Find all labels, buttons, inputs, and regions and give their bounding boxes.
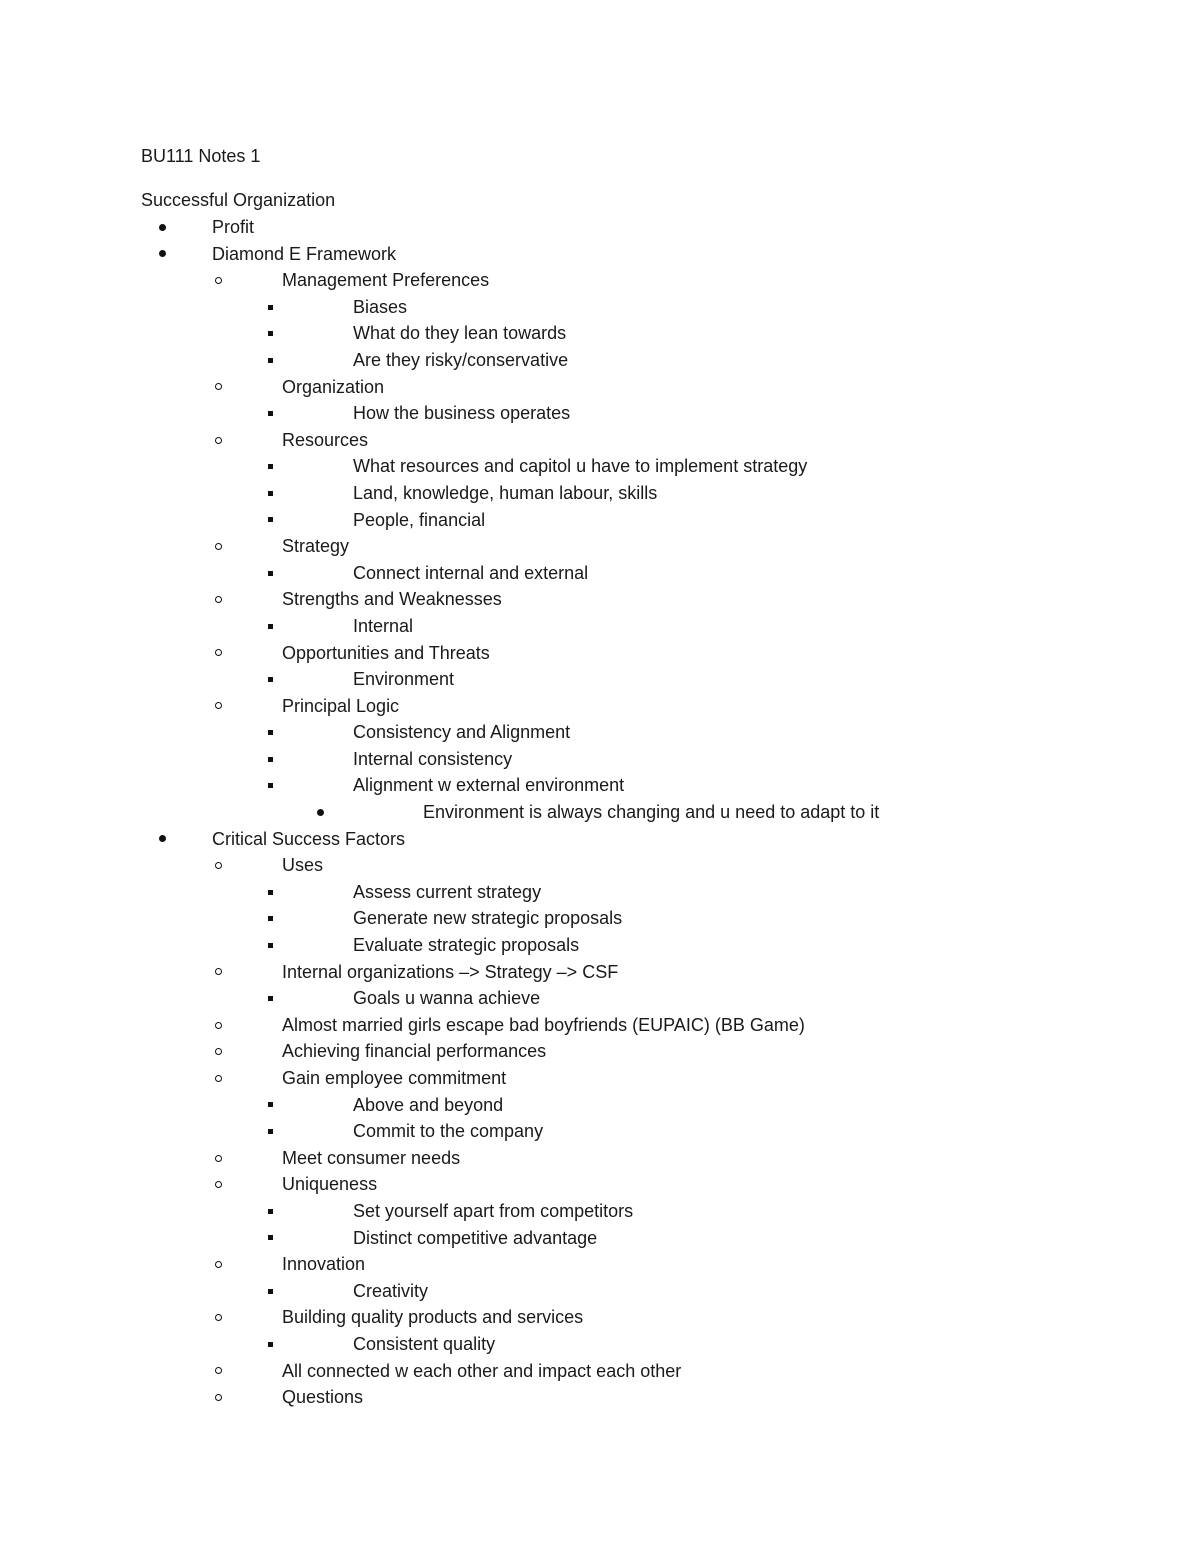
list-item (0, 1012, 1200, 1039)
list-item-text: People, financial (353, 509, 486, 530)
list-item (0, 719, 1200, 746)
list-item (0, 693, 1200, 720)
list-item-text: Management Preferences (282, 270, 490, 291)
bullet-square-icon (260, 719, 280, 746)
list-item-text: Organization (282, 376, 385, 397)
list-item (0, 985, 1200, 1012)
list-item-text: Internal organizations –> Strategy –> CSF (282, 961, 619, 982)
bullet-circle-icon (208, 1145, 228, 1172)
bullet-square-icon (260, 347, 280, 374)
bullet-circle-icon (208, 1358, 228, 1385)
bullet-square-icon (260, 1198, 280, 1225)
bullet-circle-icon (208, 640, 228, 667)
bullet-square-icon (260, 985, 280, 1012)
bullet-circle-icon (208, 374, 228, 401)
list-item-text: Strategy (282, 536, 350, 557)
list-item (0, 560, 1200, 587)
list-item-text: Almost married girls escape bad boyfriends (EUPAIC) (BB Game) (282, 1014, 805, 1035)
list-item-text: Diamond E Framework (212, 243, 397, 264)
list-item (0, 1278, 1200, 1305)
bullet-circle-icon (208, 693, 228, 720)
bullet-circle-icon (208, 1384, 228, 1411)
list-item-text: What do they lean towards (353, 323, 567, 344)
list-item (0, 453, 1200, 480)
list-item-text: Internal consistency (353, 748, 513, 769)
list-item-text: How the business operates (353, 403, 571, 424)
list-item (0, 214, 1200, 241)
list-item (0, 427, 1200, 454)
list-item-text: Innovation (282, 1254, 366, 1275)
list-item (0, 400, 1200, 427)
list-item-text: Consistency and Alignment (353, 722, 571, 743)
bullet-circle-icon (208, 852, 228, 879)
bullet-square-icon (260, 613, 280, 640)
bullet-circle-icon (208, 1038, 228, 1065)
bullet-square-icon (260, 453, 280, 480)
bullet-circle-icon (208, 1065, 228, 1092)
bullet-square-icon (260, 1331, 280, 1358)
list-item (0, 959, 1200, 986)
bullet-circle-icon (208, 1012, 228, 1039)
list-item (0, 320, 1200, 347)
list-item (0, 640, 1200, 667)
bullet-square-icon (260, 666, 280, 693)
list-item (0, 507, 1200, 534)
list-item (0, 586, 1200, 613)
list-item-text: Building quality products and services (282, 1307, 584, 1328)
bullet-square-icon (260, 294, 280, 321)
list-item (0, 1358, 1200, 1385)
list-item (0, 374, 1200, 401)
list-item-text: Generate new strategic proposals (353, 908, 623, 929)
list-item (0, 1118, 1200, 1145)
list-item (0, 1038, 1200, 1065)
list-item (0, 613, 1200, 640)
list-item-text: Commit to the company (353, 1121, 544, 1142)
bullet-square-icon (260, 879, 280, 906)
list-item (0, 1065, 1200, 1092)
list-item (0, 826, 1200, 853)
list-item (0, 879, 1200, 906)
bullet-square-icon (260, 400, 280, 427)
list-item (0, 1384, 1200, 1411)
bullet-circle-icon (208, 1251, 228, 1278)
list-item-text: Principal Logic (282, 695, 400, 716)
bullet-disc-icon (152, 826, 172, 853)
bullet-disc-icon (310, 799, 330, 826)
list-item (0, 1198, 1200, 1225)
bullet-square-icon (260, 1118, 280, 1145)
section-heading: Successful Organization (141, 190, 336, 210)
list-item-text: Environment is always changing and u need to adapt to it (423, 802, 880, 823)
list-item (0, 666, 1200, 693)
list-item (0, 533, 1200, 560)
list-item-text: Biases (353, 296, 408, 317)
list-item-text: Connect internal and external (353, 562, 589, 583)
list-item-text: Are they risky/conservative (353, 349, 569, 370)
list-item-text: All connected w each other and impact each other (282, 1360, 682, 1381)
bullet-square-icon (260, 560, 280, 587)
bullet-outline (0, 214, 1200, 1411)
list-item-text: Opportunities and Threats (282, 642, 490, 663)
list-item (0, 1251, 1200, 1278)
list-item (0, 932, 1200, 959)
list-item-text: Questions (282, 1387, 364, 1408)
list-item-text: Critical Success Factors (212, 828, 406, 849)
list-item-text: Internal (353, 615, 414, 636)
list-item (0, 1145, 1200, 1172)
list-item-text: Achieving financial performances (282, 1041, 547, 1062)
list-item (0, 746, 1200, 773)
document-title: BU111 Notes 1 (141, 146, 261, 166)
bullet-square-icon (260, 480, 280, 507)
bullet-circle-icon (208, 1171, 228, 1198)
list-item (0, 772, 1200, 799)
bullet-square-icon (260, 746, 280, 773)
list-item-text: Set yourself apart from competitors (353, 1200, 634, 1221)
list-item-text: Environment (353, 669, 455, 690)
bullet-circle-icon (208, 533, 228, 560)
list-item-text: Land, knowledge, human labour, skills (353, 482, 658, 503)
list-item-text: Uses (282, 855, 324, 876)
list-item-text: Gain employee commitment (282, 1068, 507, 1088)
bullet-square-icon (260, 507, 280, 534)
list-item (0, 852, 1200, 879)
list-item-text: Profit (212, 217, 255, 237)
list-item (0, 480, 1200, 507)
list-item-text: Strengths and Weaknesses (282, 589, 502, 610)
bullet-square-icon (260, 1225, 280, 1252)
bullet-disc-icon (152, 214, 172, 241)
list-item (0, 1331, 1200, 1358)
bullet-circle-icon (208, 959, 228, 986)
list-item (0, 1171, 1200, 1198)
list-item (0, 347, 1200, 374)
list-item-text: Meet consumer needs (282, 1147, 461, 1168)
list-item-text: Resources (282, 429, 369, 450)
list-item-text: Goals u wanna achieve (353, 988, 541, 1009)
list-item-text: Assess current strategy (353, 881, 542, 902)
list-item-text: Above and beyond (353, 1094, 504, 1115)
list-item (0, 1092, 1200, 1119)
list-item-text: What resources and capitol u have to implement strategy (353, 456, 808, 477)
list-item (0, 799, 1200, 826)
list-item (0, 294, 1200, 321)
list-item-text: Consistent quality (353, 1333, 496, 1354)
list-item (0, 905, 1200, 932)
bullet-circle-icon (208, 267, 228, 294)
list-item-text: Evaluate strategic proposals (353, 935, 580, 956)
bullet-square-icon (260, 772, 280, 799)
bullet-square-icon (260, 320, 280, 347)
list-item (0, 1304, 1200, 1331)
bullet-square-icon (260, 1278, 280, 1305)
bullet-disc-icon (152, 241, 172, 268)
list-item-text: Distinct competitive advantage (353, 1227, 598, 1248)
list-item-text: Alignment w external environment (353, 775, 625, 796)
list-item (0, 1225, 1200, 1252)
bullet-square-icon (260, 1092, 280, 1119)
bullet-circle-icon (208, 586, 228, 613)
bullet-circle-icon (208, 427, 228, 454)
list-item (0, 241, 1200, 268)
bullet-circle-icon (208, 1304, 228, 1331)
list-item (0, 267, 1200, 294)
bullet-square-icon (260, 932, 280, 959)
list-item-text: Creativity (353, 1280, 429, 1301)
list-item-text: Uniqueness (282, 1174, 378, 1195)
bullet-square-icon (260, 905, 280, 932)
